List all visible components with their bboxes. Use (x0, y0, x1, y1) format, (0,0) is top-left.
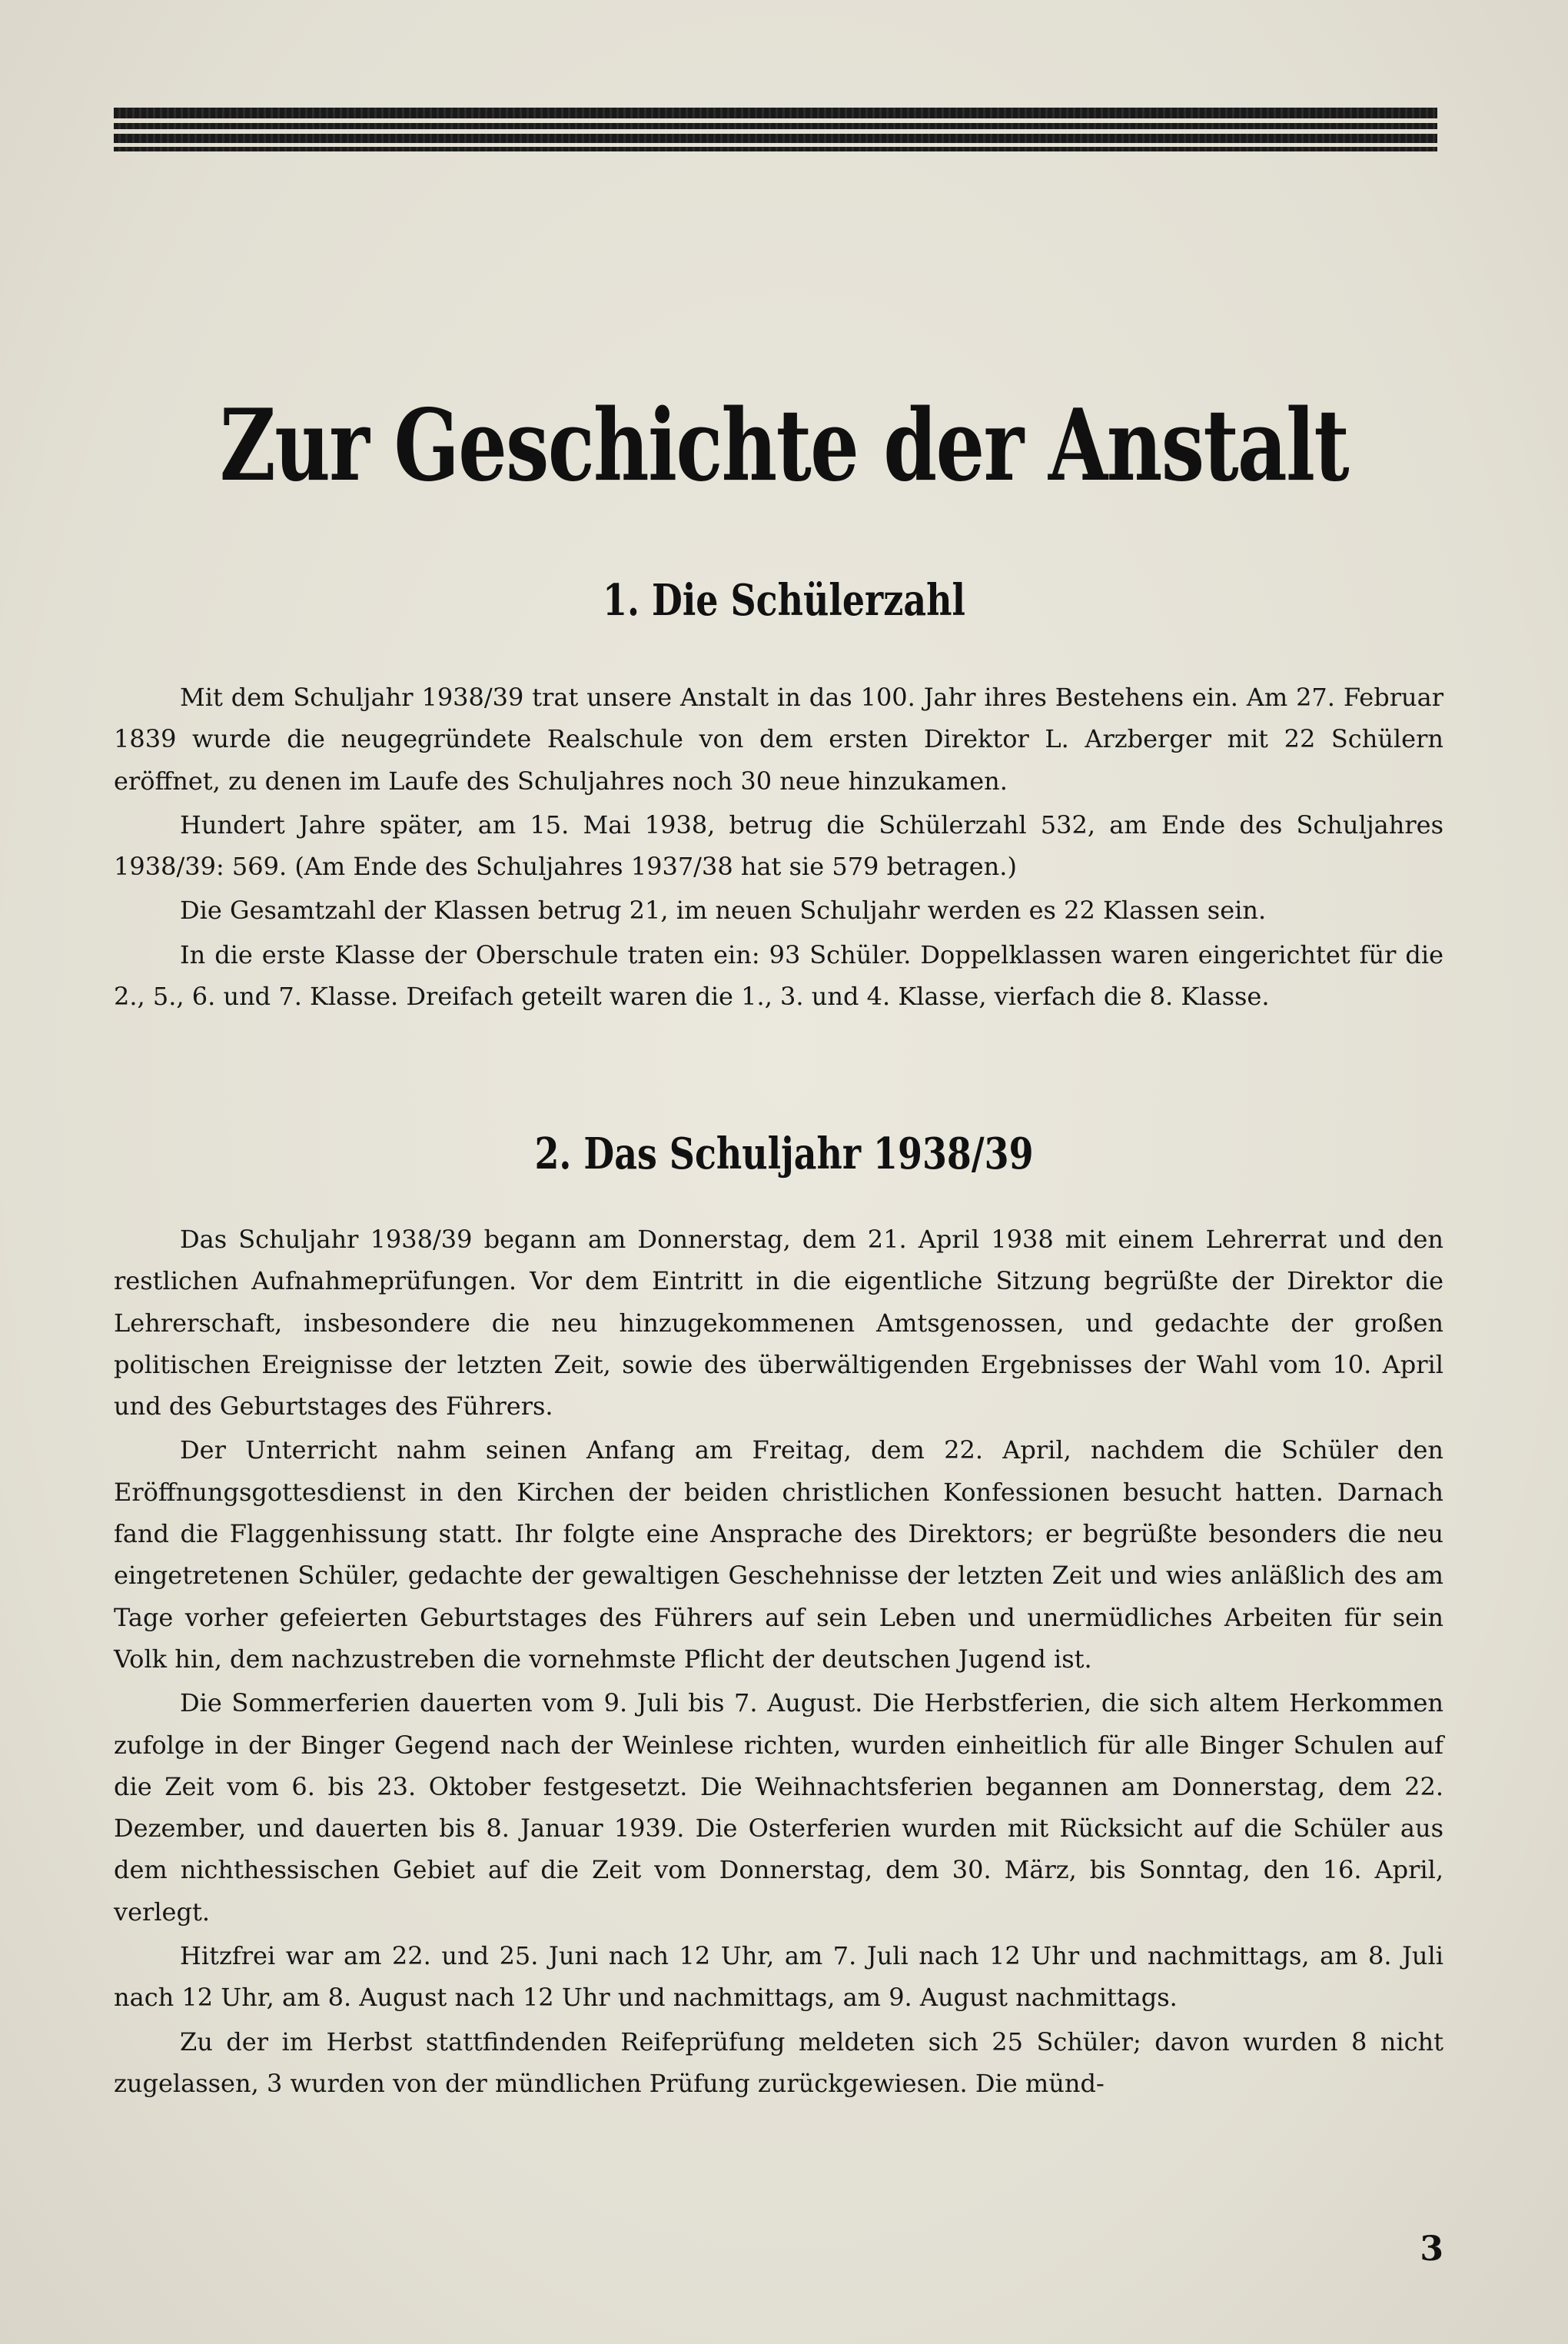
section-heading-schuelerzahl: 1. Die Schülerzahl (603, 575, 965, 626)
header-rule (114, 108, 1437, 118)
paragraph: Hitzfrei war am 22. und 25. Juni nach 12 Uhr, am 7. Juli nach 12 Uhr und nachmittags, am 8. Juli nach 12 Uhr, am 8. August nach 12 Uhr und nachmittags, am 9. August nachmittags. (114, 1941, 1443, 2013)
header-rule (114, 134, 1437, 143)
header-rule (114, 123, 1437, 129)
paragraph: In die erste Klasse der Oberschule traten ein: 93 Schüler. Doppelklassen waren eingerichtet für die 2., 5., 6. und 7. Klasse. Dreifach geteilt waren die 1., 3. und 4. Klasse, vierfach die 8. Klasse. (114, 939, 1443, 1012)
paragraph: Der Unterricht nahm seinen Anfang am Freitag, dem 22. April, nachdem die Schüler den Eröffnungsgottesdienst in den Kirchen der beiden christlichen Konfessionen besucht hatten. Darnach fand die Flaggenhissung statt. Ihr folgte eine Ansprache des Direktors; er begrüßte besonders die neu eingetretenen Schüler, gedachte der gewaltigen Geschehnisse der letzten Zeit und wies anläßlich des am Tage vorher gefeierten Geburtstages des Führers auf sein Leben und unermüdliches Arbeiten für sein Volk hin, dem nachzustreben die vornehmste Pflicht der deutschen Jugend ist. (114, 1435, 1443, 1674)
page-title: Zur Geschichte der Anstalt (219, 388, 1349, 504)
section-body-schuelerzahl (114, 677, 1443, 1019)
section-heading-schuljahr: 2. Das Schuljahr 1938/39 (534, 1129, 1034, 1179)
header-rule (114, 147, 1437, 151)
paragraph: Hundert Jahre später, am 15. Mai 1938, betrug die Schülerzahl 532, am Ende des Schuljahres 1938/39: 569. (Am Ende des Schuljahres 1937/38 hat sie 579 betragen.) (114, 810, 1443, 882)
paragraph: Die Gesamtzahl der Klassen betrug 21, im neuen Schuljahr werden es 22 Klassen sein. (180, 896, 1267, 926)
paragraph: Die Sommerferien dauerten vom 9. Juli bis 7. August. Die Herbstferien, die sich altem Herkommen zufolge in der Binger Gegend nach der Weinlese richten, wurden einheitlich für alle Binger Schulen auf die Zeit vom 6. bis 23. Oktober festgesetzt. Die Weihnachtsferien begannen am Donnerstag, dem 22. Dezember, und dauerten bis 8. Januar 1939. Die Osterferien wurden mit Rücksicht auf die Schüler aus dem nichthessischen Gebiet auf die Zeit vom Donnerstag, dem 30. März, bis Sonntag, den 16. April, verlegt. (114, 1688, 1443, 1927)
paragraph: Das Schuljahr 1938/39 begann am Donnerstag, dem 21. April 1938 mit einem Lehrerrat und den restlichen Aufnahmeprüfungen. Vor dem Eintritt in die eigentliche Sitzung begrüßte der Direktor die Lehrerschaft, insbesondere die neu hinzugekommenen Amtsgenossen, und gedachte der großen politischen Ereignisse der letzten Zeit, sowie des überwältigenden Ergebnisses der Wahl vom 10. April und des Geburtstages des Führers. (114, 1225, 1443, 1421)
paragraph: Zu der im Herbst stattfindenden Reifeprüfung meldeten sich 25 Schüler; davon wurden 8 nicht zugelassen, 3 wurden von der mündlichen Prüfung zurückgewiesen. Die münd- (114, 2026, 1443, 2098)
paragraph: Mit dem Schuljahr 1938/39 trat unsere Anstalt in das 100. Jahr ihres Bestehens ein. Am 27. Februar 1839 wurde die neugegründete Realschule von dem ersten Direktor L. Arzberger mit 22 Schülern eröffnet, zu denen im Laufe des Schuljahres noch 30 neue hinzukamen. (114, 683, 1443, 796)
page-number: 3 (1420, 2229, 1443, 2269)
section-body-schuljahr (114, 1219, 1443, 2106)
